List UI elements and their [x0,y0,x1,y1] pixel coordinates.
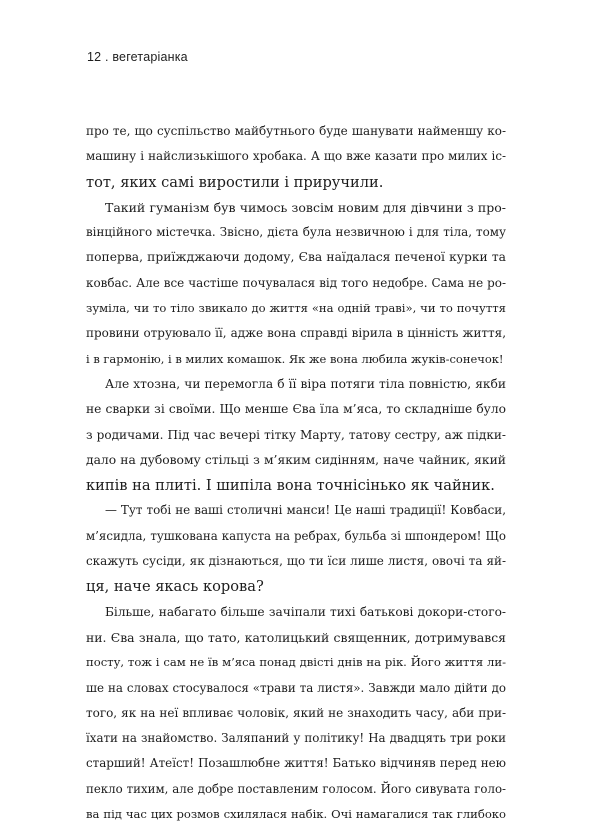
text-line: Такий гуманізм був чимось зовсім новим для дівчини з про- [105,199,506,215]
text-line: провини отруювало її, адже вона справді вірила в цінність життя, [86,326,506,341]
text-line: Але хтозна, чи перемогла б її віра потяги тіла повністю, якби [105,376,506,391]
text-line: ни. Єва знала, що тато, католицький священник, дотримувався [86,629,506,645]
text-line: машину і найслизькішого хробака. А що вже казати про милих іс- [86,149,506,164]
text-line: тот, яких самі виростили і приручили. [86,173,384,191]
text-line: старший! Атеїст! Позашлюбне життя! Батько відчиняв перед нею [86,756,506,771]
body-text [86,119,506,827]
text-line: дало на дубовому стільці з м’яким сидінням, наче чайник, який [86,452,506,467]
text-line: не сварки зі своїми. Що менше Єва їла м’яса, то складніше було [86,402,506,417]
text-line: ва під час цих розмов схилялася набік. Очі намагалися так глибоко [86,807,506,822]
header-separator: . [101,50,113,64]
text-line: поперва, приїжджаючи додому, Єва наїдалася печеної курки та [86,250,506,265]
text-line: того, як на неї впливає чоловік, який не знаходить часу, аби при- [86,705,506,720]
text-line: посту, тож і сам не їв м’яса понад двісті днів на рік. Його життя ли- [86,655,506,670]
text-line: Більше, набагато більше зачіпали тихі батькові докори-стого- [105,604,506,619]
text-line: пекло тихим, але добре поставленим голосом. Його сивувата голо- [86,781,506,796]
text-line: вінційного містечка. Звісно, дієта була незвичною і для тіла, тому [86,225,506,240]
text-line: зуміла, чи то тіло звикало до життя «на одній траві», чи то почуття [86,301,506,316]
text-line: скажуть сусіди, як дізнаються, що ти їси лише листя, овочі та яй- [86,554,506,569]
text-line: ця, наче якась корова? [86,578,264,596]
text-line: м’ясидла, тушкована капуста на ребрах, бульба зі шпондером! Що [86,528,506,543]
text-line: ковбас. Але все частіше почувалася від того недобре. Сама не ро- [86,275,506,290]
text-line: про те, що суспільство майбутнього буде шанувати найменшу ко- [86,124,506,138]
text-line: — Тут тобі не ваші столичні манси! Це наші традиції! Ковбаси, [105,503,506,518]
text-line: кипів на плиті. І шипіла вона точнісінько як чайник. [86,477,495,495]
text-line: їхати на знайомство. Заляпаний у політику! На двадцять три роки [86,731,506,746]
running-head [87,50,188,64]
text-line: і в гармонію, і в милих комашок. Як же вона любила жуків-сонечок! [86,351,504,366]
text-line: ше на словах стосувалося «трави та листя». Завжди мало дійти до [86,680,506,695]
book-title: вегетаріанка [112,50,188,64]
page-number: 12 [87,50,102,64]
text-line: з родичами. Під час вечері тітку Марту, татову сестру, аж підки- [86,427,506,442]
